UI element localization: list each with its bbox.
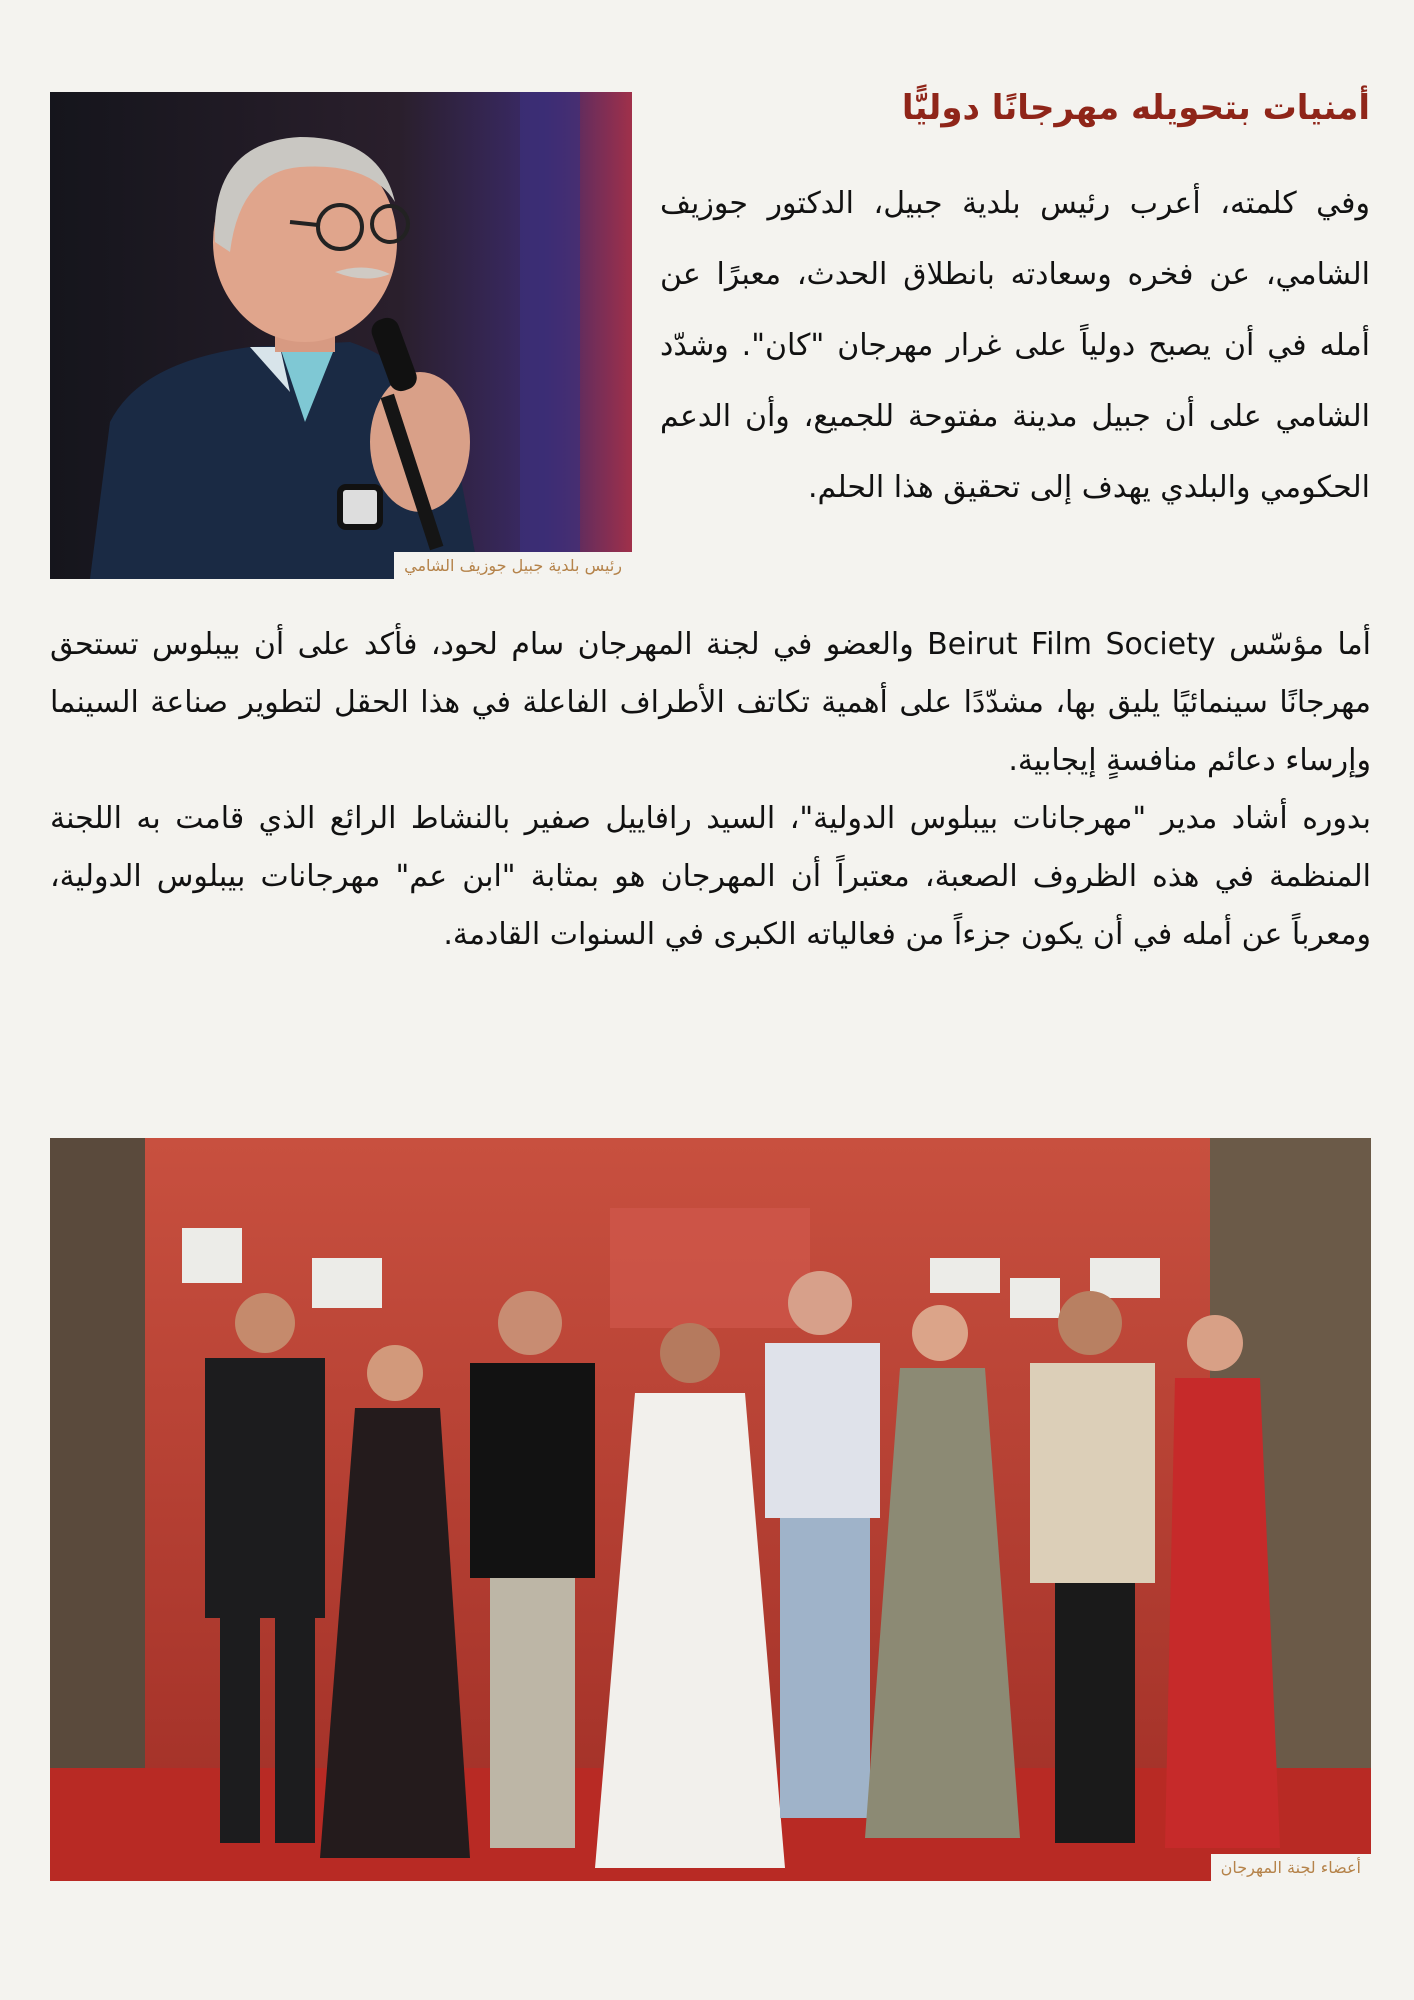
committee-group-photo (50, 1138, 1371, 1881)
speaker-photo (50, 92, 632, 579)
paragraph-byblos-festivals: بدوره أشاد مدير "مهرجانات بيبلوس الدولية"، السيد رافاييل صفير بالنشاط الرائع الذي قامت به اللجنة المنظمة في هذه الظروف الصعبة، معتبراً أن المهرجان هو بمثابة "ابن عم" مهرجانات بيبلوس الدولية، ومعرباً عن أمله في أن يكون جزءاً من فعالياته الكبرى في السنوات القادمة. (50, 801, 1371, 952)
group-photo-caption: أعضاء لجنة المهرجان (1211, 1854, 1371, 1881)
group-illustration (50, 1138, 1371, 1881)
body-text (50, 616, 1371, 964)
speaker-photo-caption: رئيس بلدية جبيل جوزيف الشامي (394, 552, 632, 579)
section-heading: أمنيات بتحويله مهرجانًا دوليًّا (901, 88, 1370, 128)
speaker-illustration (50, 92, 632, 579)
paragraph-beirut-film-society: أما مؤسّس Beirut Film Society والعضو في لجنة المهرجان سام لحود، فأكد على أن بيبلوس تستحق مهرجانًا سينمائيًا يليق بها، مشدّدًا على أهمية تكاتف الأطراف الفاعلة في هذا الحقل لتطوير صناعة السينما وإرساء دعائم منافسةٍ إيجابية. (50, 627, 1371, 778)
intro-paragraph: وفي كلمته، أعرب رئيس بلدية جبيل، الدكتور جوزيف الشامي، عن فخره وسعادته بانطلاق الحدث، معبرًا عن أمله في أن يصبح دولياً على غرار مهرجان "كان". وشدّد الشامي على أن جبيل مدينة مفتوحة للجميع، وأن الدعم الحكومي والبلدي يهدف إلى تحقيق هذا الحلم. (660, 186, 1370, 505)
